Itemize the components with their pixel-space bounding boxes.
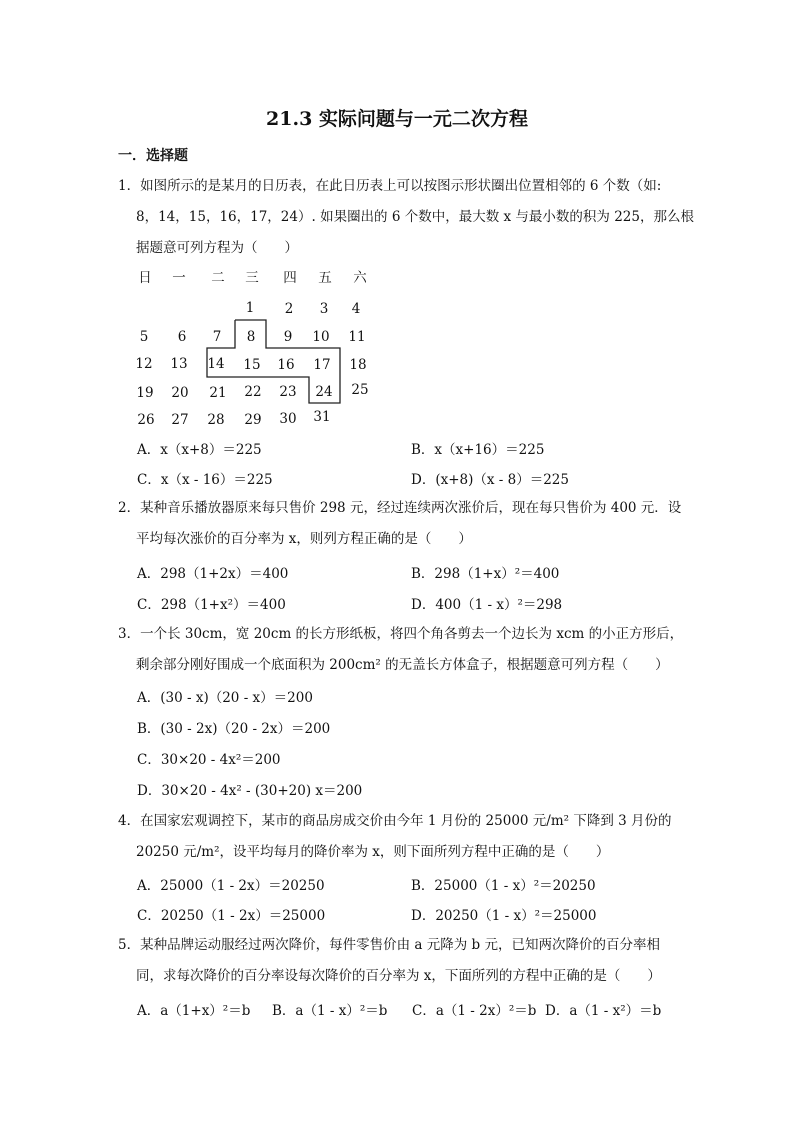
q1-line-3: 据题意可列方程为（ ） <box>136 240 298 256</box>
q4-option-d[interactable]: D．20250（1 - x）²＝25000 <box>411 908 597 924</box>
calendar-day: 23 <box>279 384 297 400</box>
calendar-day: 25 <box>351 382 369 398</box>
q4-option-b[interactable]: B．25000（1 - x）²＝20250 <box>411 878 596 894</box>
weekday-mon: 一 <box>172 270 186 286</box>
calendar-day: 2 <box>284 301 294 317</box>
q5-line-1: 5．某种品牌运动服经过两次降价，每件零售价由 a 元降为 b 元，已知两次降价的百分率相 <box>118 937 660 953</box>
q5-option-b[interactable]: B．a（1 - x）²＝b <box>272 1003 388 1019</box>
q4-line-1: 4．在国家宏观调控下，某市的商品房成交价由今年 1 月份的 25000 元/m² 下降到 3 月份的 <box>118 813 672 829</box>
weekday-thu: 四 <box>283 270 297 286</box>
calendar-day: 1 <box>245 300 255 316</box>
q1-option-b[interactable]: B．x（x+16）＝225 <box>411 442 545 458</box>
weekday-tue: 二 <box>211 270 225 286</box>
page-title: 21.3 实际问题与一元二次方程 <box>266 108 528 130</box>
q3-option-c[interactable]: C．30×20 - 4x²＝200 <box>137 752 281 768</box>
weekday-wed: 三 <box>245 270 259 286</box>
calendar-day: 19 <box>136 385 154 401</box>
calendar-day: 7 <box>212 329 222 345</box>
q2-line-1: 2．某种音乐播放器原来每只售价 298 元，经过连续两次涨价后，现在每只售价为 400 元．设 <box>118 500 682 516</box>
calendar-day: 28 <box>207 412 225 428</box>
calendar-day: 24 <box>315 384 333 400</box>
q5-option-d[interactable]: D．a（1 - x²）＝b <box>545 1003 662 1019</box>
q5-line-2: 同，求每次降价的百分率设每次降价的百分率为 x，下面所列的方程中正确的是（ ） <box>136 968 661 984</box>
q5-option-c[interactable]: C．a（1 - 2x）²＝b <box>412 1003 537 1019</box>
q1-line-1: 1．如图所示的是某月的日历表，在此日历表上可以按图示形状圈出位置相邻的 6 个数（如: <box>118 178 662 194</box>
q4-option-a[interactable]: A．25000（1 - 2x）＝20250 <box>137 878 325 894</box>
q2-option-d[interactable]: D．400（1 - x）²＝298 <box>411 597 563 613</box>
weekday-sat: 六 <box>353 270 367 286</box>
q2-line-2: 平均每次涨价的百分率为 x，则列方程正确的是（ ） <box>136 531 472 547</box>
weekday-sun: 日 <box>138 270 152 286</box>
q1-option-c[interactable]: C．x（x - 16）＝225 <box>137 472 273 488</box>
calendar-day: 8 <box>246 329 256 345</box>
q2-option-c[interactable]: C．298（1+x²）＝400 <box>137 597 286 613</box>
q3-line-2: 剩余部分刚好围成一个底面积为 200cm² 的无盖长方体盒子，根据题意可列方程（ ） <box>136 657 669 673</box>
calendar-day: 15 <box>243 357 261 373</box>
q1-option-d[interactable]: D．(x+8)（x - 8）＝225 <box>411 472 569 488</box>
q1-line-2: 8，14，15，16，17，24）. 如果圈出的 6 个数中，最大数 x 与最小数的积为 225，那么根 <box>136 209 694 225</box>
calendar-day: 14 <box>207 356 225 372</box>
q4-option-c[interactable]: C．20250（1 - 2x）＝25000 <box>137 908 326 924</box>
weekday-fri: 五 <box>318 270 332 286</box>
q3-line-1: 3．一个长 30cm，宽 20cm 的长方形纸板，将四个角各剪去一个边长为 xcm 的小正方形后， <box>118 626 684 642</box>
calendar-day: 6 <box>177 329 187 345</box>
q1-option-a[interactable]: A．x（x+8）＝225 <box>137 442 262 458</box>
calendar-day: 22 <box>244 384 262 400</box>
section-heading: 一．选择题 <box>118 148 188 164</box>
calendar-day: 20 <box>171 385 189 401</box>
q3-option-d[interactable]: D．30×20 - 4x² - (30+20) x＝200 <box>137 783 363 799</box>
calendar-day: 18 <box>349 357 367 373</box>
calendar-day: 3 <box>319 301 329 317</box>
calendar-day: 30 <box>279 411 297 427</box>
calendar-day: 4 <box>351 301 361 317</box>
calendar-day: 17 <box>313 357 331 373</box>
calendar-day: 31 <box>313 409 331 425</box>
calendar-day: 27 <box>171 412 189 428</box>
q2-option-a[interactable]: A．298（1+2x）＝400 <box>137 566 289 582</box>
calendar-day: 26 <box>137 412 155 428</box>
q5-option-a[interactable]: A．a（1+x）²＝b <box>137 1003 251 1019</box>
q3-option-b[interactable]: B．(30 - 2x)（20 - 2x）＝200 <box>137 721 331 737</box>
calendar-day: 29 <box>244 412 262 428</box>
calendar-day: 13 <box>170 356 188 372</box>
q4-line-2: 20250 元/m²，设平均每月的降价率为 x，则下面所列方程中正确的是（ ） <box>136 844 610 860</box>
calendar-day: 21 <box>209 385 227 401</box>
calendar-day: 5 <box>139 329 149 345</box>
q2-option-b[interactable]: B．298（1+x）²＝400 <box>411 566 560 582</box>
q3-option-a[interactable]: A．(30 - x)（20 - x）＝200 <box>137 690 313 706</box>
calendar-day: 10 <box>312 329 330 345</box>
calendar-day: 9 <box>283 329 293 345</box>
calendar-day: 11 <box>348 329 366 345</box>
calendar-day: 12 <box>135 356 153 372</box>
calendar-day: 16 <box>277 357 295 373</box>
